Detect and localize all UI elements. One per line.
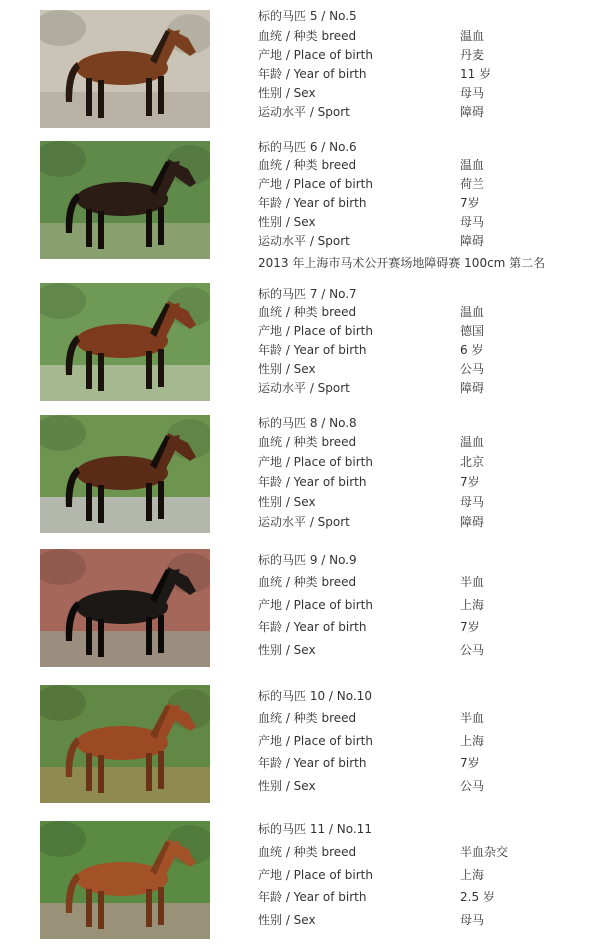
info-row	[258, 867, 588, 883]
field-label: 年龄 / Year of birth	[258, 196, 367, 210]
horse-leg	[146, 889, 152, 927]
field-value: 荷兰	[460, 177, 485, 191]
horse-leg	[86, 617, 92, 655]
horse-photo-image	[40, 549, 210, 667]
horse-leg	[86, 889, 92, 927]
horse-title: 标的马匹 5 / No.5	[258, 9, 357, 23]
info-row	[258, 454, 588, 470]
horse-title: 标的马匹 9 / No.9	[258, 553, 357, 567]
info-row	[258, 47, 588, 63]
horse-photo	[40, 141, 210, 259]
field-label: 年龄 / Year of birth	[258, 475, 367, 489]
info-row	[258, 85, 588, 101]
horse-photo-image	[40, 141, 210, 259]
field-value: 7岁	[460, 475, 480, 489]
info-row	[258, 195, 588, 211]
horse-leg	[98, 211, 104, 249]
field-label: 年龄 / Year of birth	[258, 620, 367, 635]
field-value: 上海	[460, 733, 485, 748]
field-label: 产地 / Place of birth	[258, 455, 373, 469]
field-value: 7岁	[460, 196, 480, 210]
horse-photo	[40, 821, 210, 939]
horse-leg	[86, 483, 92, 521]
info-row	[258, 342, 588, 358]
photo-ground	[40, 92, 210, 128]
horse-leg	[98, 619, 104, 657]
field-value: 母马	[460, 913, 485, 928]
field-label: 产地 / Place of birth	[258, 597, 373, 612]
horse-leg	[98, 80, 104, 118]
info-row	[258, 514, 588, 530]
horse-entry	[0, 821, 600, 951]
horse-leg	[146, 78, 152, 116]
field-value: 温血	[460, 29, 485, 43]
horse-leg	[86, 753, 92, 791]
horse-title: 标的马匹 11 / No.11	[258, 822, 372, 836]
info-row	[258, 304, 588, 320]
info-row	[258, 494, 588, 510]
info-row	[258, 755, 588, 771]
field-label: 血统 / 种类 breed	[258, 305, 357, 319]
horse-photo	[40, 10, 210, 128]
field-label: 运动水平 / Sport	[258, 105, 350, 119]
info-row	[258, 912, 588, 928]
field-label: 性别 / Sex	[258, 643, 316, 658]
field-value: 上海	[460, 597, 485, 612]
field-label: 性别 / Sex	[258, 362, 316, 376]
horse-title: 标的马匹 10 / No.10	[258, 689, 372, 703]
info-row	[258, 642, 588, 658]
horse-leg	[146, 351, 152, 389]
field-value: 6 岁	[460, 343, 484, 357]
field-value: 温血	[460, 305, 485, 319]
horse-leg	[158, 76, 164, 114]
field-label: 产地 / Place of birth	[258, 177, 373, 191]
field-label: 运动水平 / Sport	[258, 515, 350, 529]
horse-photo	[40, 685, 210, 803]
field-value: 障碍	[460, 105, 485, 119]
info-row	[258, 574, 588, 590]
horse-photo	[40, 549, 210, 667]
field-value: 德国	[460, 324, 485, 338]
field-value: 半血	[460, 575, 485, 589]
horse-leg	[146, 753, 152, 791]
field-value: 丹麦	[460, 48, 485, 62]
field-value: 7岁	[460, 620, 480, 635]
field-value: 公马	[460, 779, 485, 794]
horse-title: 标的马匹 6 / No.6	[258, 140, 357, 154]
info-row	[258, 619, 588, 635]
horse-leg	[146, 483, 152, 521]
field-value: 7岁	[460, 756, 480, 771]
field-label: 性别 / Sex	[258, 495, 316, 509]
field-label: 产地 / Place of birth	[258, 324, 373, 338]
horse-photo-image	[40, 10, 210, 128]
field-value: 公马	[460, 643, 485, 658]
field-value: 公马	[460, 362, 485, 376]
horse-title: 标的马匹 7 / No.7	[258, 287, 357, 301]
horse-leg	[146, 209, 152, 247]
photo-ground	[40, 903, 210, 939]
horse-leg	[146, 617, 152, 655]
field-label: 运动水平 / Sport	[258, 381, 350, 395]
info-row	[258, 176, 588, 192]
info-row	[258, 233, 588, 249]
field-value: 温血	[460, 435, 485, 449]
horse-leg	[158, 207, 164, 245]
field-value: 上海	[460, 867, 485, 882]
field-value: 2.5 岁	[460, 890, 495, 905]
field-value: 半血杂交	[460, 845, 509, 859]
field-label: 血统 / 种类 breed	[258, 158, 357, 172]
horse-photo	[40, 415, 210, 533]
info-row	[258, 28, 588, 44]
info-row	[258, 733, 588, 749]
horse-photo-image	[40, 685, 210, 803]
field-value: 障碍	[460, 234, 485, 248]
field-label: 年龄 / Year of birth	[258, 343, 367, 357]
info-row	[258, 597, 588, 613]
horse-photo-image	[40, 283, 210, 401]
info-row	[258, 157, 588, 173]
info-row	[258, 844, 588, 860]
field-label: 运动水平 / Sport	[258, 234, 350, 248]
horse-leg	[98, 891, 104, 929]
photo-ground	[40, 767, 210, 803]
field-label: 年龄 / Year of birth	[258, 890, 367, 905]
horse-entry	[0, 552, 600, 682]
horse-photo	[40, 283, 210, 401]
field-label: 血统 / 种类 breed	[258, 845, 357, 859]
field-value: 半血	[460, 711, 485, 725]
field-value: 11 岁	[460, 67, 492, 81]
field-label: 性别 / Sex	[258, 215, 316, 229]
info-row	[258, 66, 588, 82]
info-row	[258, 361, 588, 377]
horse-leg	[98, 755, 104, 793]
field-label: 性别 / Sex	[258, 779, 316, 794]
info-row	[258, 104, 588, 120]
field-label: 血统 / 种类 breed	[258, 435, 357, 449]
field-label: 产地 / Place of birth	[258, 733, 373, 748]
info-row	[258, 434, 588, 450]
horse-leg	[98, 485, 104, 523]
info-row	[258, 380, 588, 396]
field-label: 血统 / 种类 breed	[258, 575, 357, 589]
photo-ground	[40, 497, 210, 533]
info-row	[258, 474, 588, 490]
horse-entry	[0, 139, 600, 269]
field-label: 血统 / 种类 breed	[258, 29, 357, 43]
horse-leg	[158, 751, 164, 789]
info-row	[258, 889, 588, 905]
competition-note: 2013 年上海市马术公开赛场地障碍赛 100cm 第二名	[258, 256, 546, 270]
field-value: 障碍	[460, 515, 485, 529]
horse-leg	[158, 615, 164, 653]
info-row	[258, 778, 588, 794]
field-label: 年龄 / Year of birth	[258, 756, 367, 771]
field-value: 障碍	[460, 381, 485, 395]
photo-ground	[40, 631, 210, 667]
field-value: 温血	[460, 158, 485, 172]
photo-ground	[40, 223, 210, 259]
horse-leg	[86, 209, 92, 247]
info-row	[258, 710, 588, 726]
info-row	[258, 323, 588, 339]
photo-ground	[40, 365, 210, 401]
horse-photo-image	[40, 415, 210, 533]
info-row	[258, 214, 588, 230]
horse-leg	[158, 481, 164, 519]
field-label: 性别 / Sex	[258, 86, 316, 100]
horse-photo-image	[40, 821, 210, 939]
field-label: 年龄 / Year of birth	[258, 67, 367, 81]
field-value: 母马	[460, 86, 485, 100]
horse-leg	[158, 349, 164, 387]
horse-leg	[158, 887, 164, 925]
field-label: 性别 / Sex	[258, 913, 316, 928]
horse-title: 标的马匹 8 / No.8	[258, 416, 357, 430]
horse-entry	[0, 415, 600, 545]
horse-leg	[86, 78, 92, 116]
field-value: 母马	[460, 215, 485, 229]
horse-entry	[0, 688, 600, 818]
horse-leg	[98, 353, 104, 391]
field-value: 北京	[460, 455, 485, 469]
field-label: 血统 / 种类 breed	[258, 711, 357, 725]
field-label: 产地 / Place of birth	[258, 48, 373, 62]
field-value: 母马	[460, 495, 485, 509]
horse-entry	[0, 286, 600, 416]
horse-leg	[86, 351, 92, 389]
horse-entry	[0, 8, 600, 138]
field-label: 产地 / Place of birth	[258, 867, 373, 882]
